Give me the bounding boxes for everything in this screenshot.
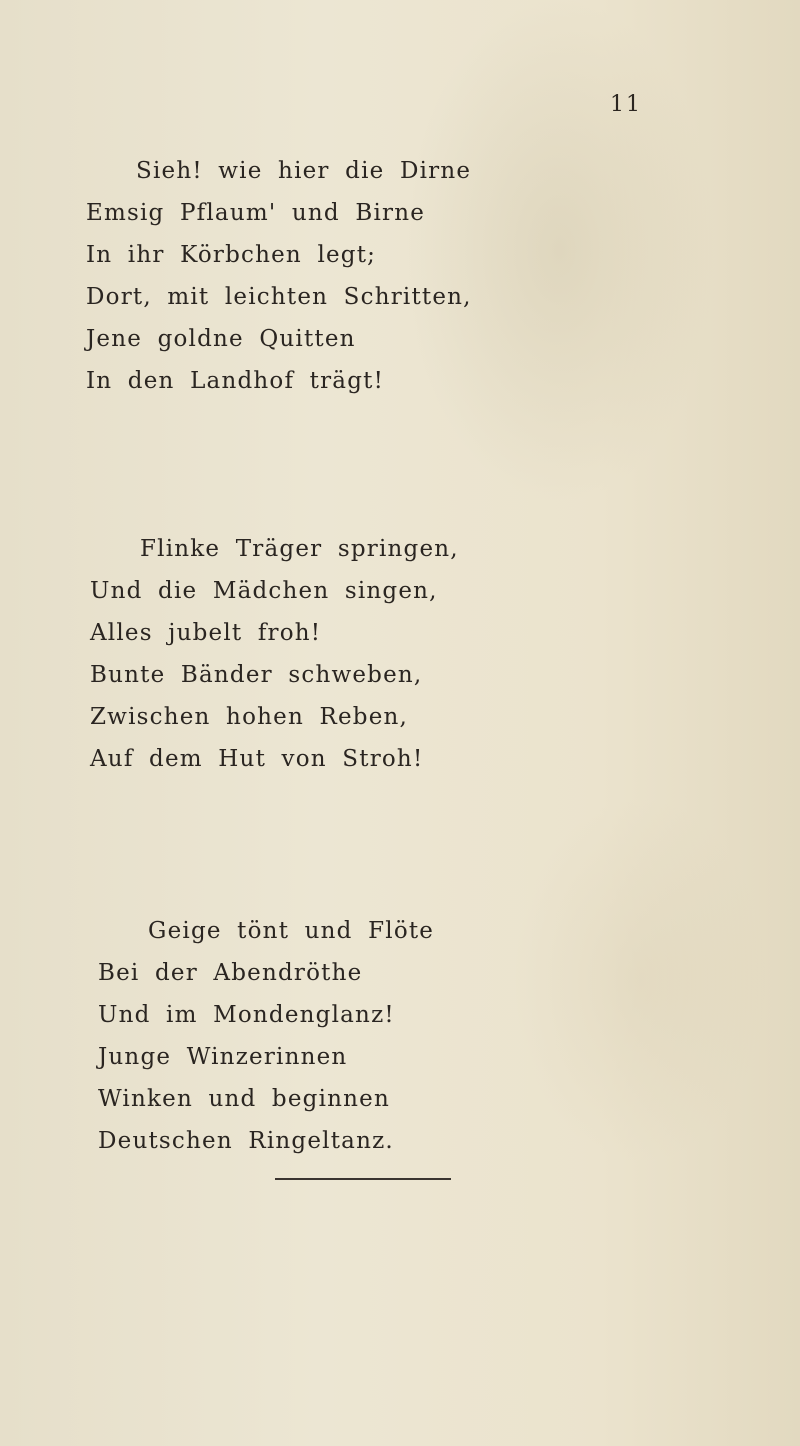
verse-line: Jene goldne Quitten: [86, 326, 356, 352]
verse-line: Und im Mondenglanz!: [98, 1002, 395, 1028]
verse-line: Sieh! wie hier die Dirne: [136, 158, 472, 184]
verse-line: Alles jubelt froh!: [90, 620, 322, 646]
verse-line: Dort, mit leichten Schritten,: [86, 284, 472, 310]
verse-line: Und die Mädchen singen,: [90, 578, 438, 604]
verse-line: Deutschen Ringeltanz.: [98, 1128, 394, 1154]
verse-line: In ihr Körbchen legt;: [86, 242, 377, 268]
verse-line: Zwischen hohen Reben,: [90, 704, 409, 730]
stanza-3: [98, 910, 434, 1162]
page-number: 11: [610, 92, 642, 117]
verse-line: Bunte Bänder schweben,: [90, 662, 423, 688]
stanza-2: [90, 528, 459, 780]
verse-line: Emsig Pflaum' und Birne: [86, 200, 426, 226]
verse-line: In den Landhof trägt!: [86, 368, 385, 394]
verse-line: Junge Winzerinnen: [98, 1044, 348, 1070]
verse-line: Auf dem Hut von Stroh!: [90, 746, 424, 772]
verse-line: Geige tönt und Flöte: [148, 918, 435, 944]
verse-line: Flinke Träger springen,: [140, 536, 459, 562]
verse-line: Winken und beginnen: [98, 1086, 391, 1112]
stanza-1: [86, 150, 472, 402]
end-rule: [275, 1178, 451, 1180]
verse-line: Bei der Abendröthe: [98, 960, 363, 986]
